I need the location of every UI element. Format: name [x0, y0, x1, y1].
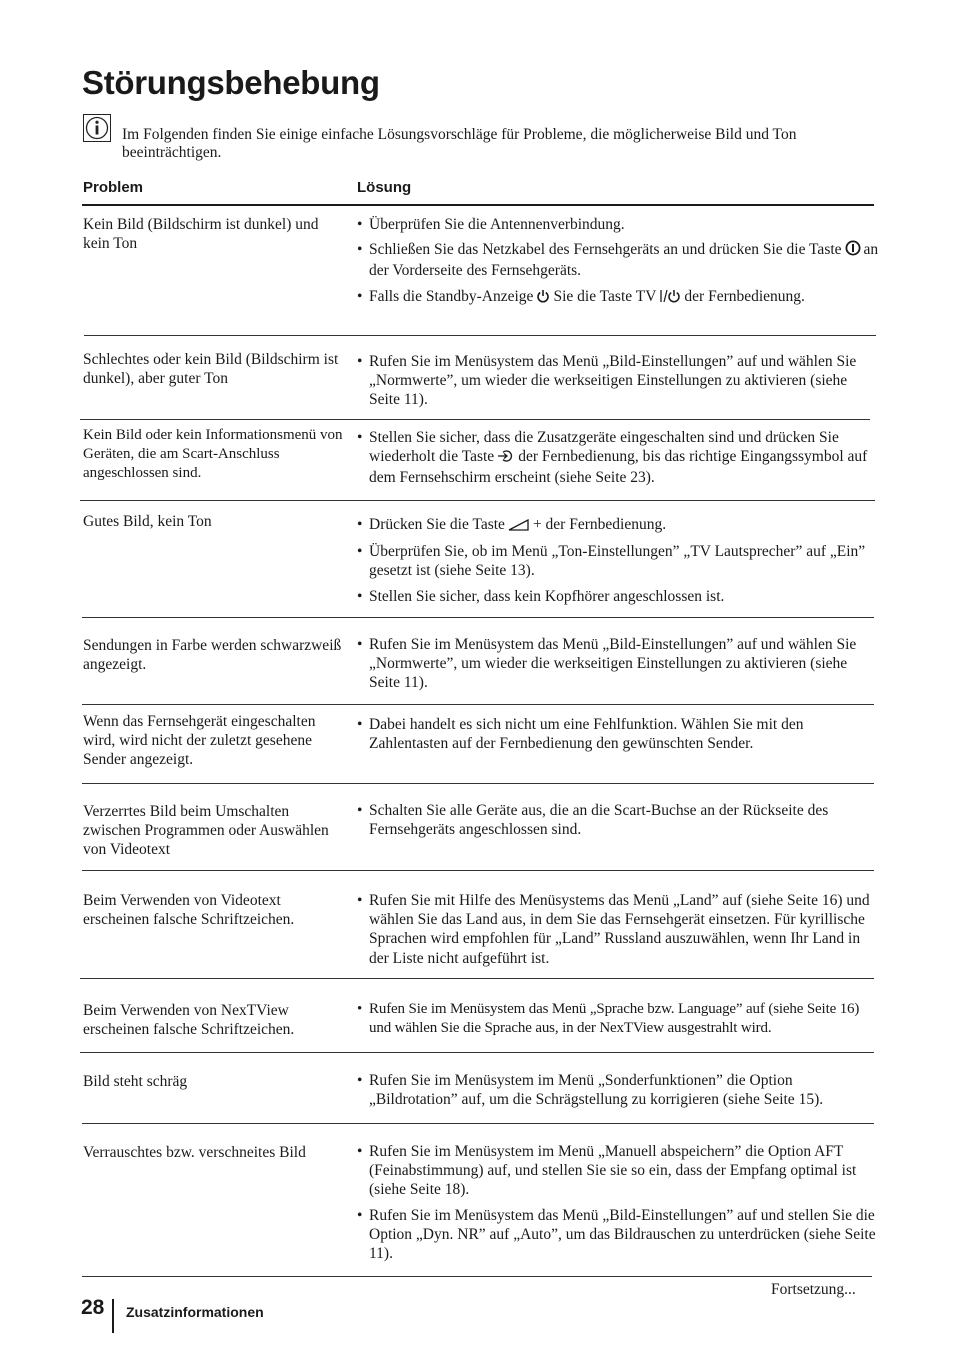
- solution-item: • Rufen Sie im Menüsystem das Menü „Sprache bzw. Language” auf (siehe Seite 16) und wählen Sie die Sprache aus, in der NexTView ausgestrahlt wird.: [357, 1000, 879, 1038]
- solution-item: • Rufen Sie im Menüsystem das Menü „Bild-Einstellungen” auf und stellen Sie die Option „Dyn. NR” auf „Auto”, um das Bildrauschen zu unterdrücken (siehe Seite 11).: [357, 1206, 879, 1264]
- solution-item: • Überprüfen Sie, ob im Menü „Ton-Einstellungen” „TV Lautsprecher” auf „Ein” gesetzt ist (siehe Seite 13).: [357, 542, 879, 580]
- solution-item: • Schalten Sie alle Geräte aus, die an die Scart-Buchse an der Rückseite des Fernsehgeräts angeschlossen sind.: [357, 801, 879, 839]
- solution-text: an der Vorderseite des Fernsehgeräts.: [369, 241, 879, 280]
- page-title: Störungsbehebung: [82, 64, 380, 101]
- solution-item: • Rufen Sie mit Hilfe des Menüsystems das Menü „Land” auf (siehe Seite 16) und wählen Sie das Land aus, in dem Sie das Fernsehgerät einsetzen. Für kyrillische Sprachen wird empfohlen für „Land” Russland auszuwählen, wenn Ihr Land in der Liste nicht aufgeführt ist.: [357, 891, 879, 968]
- solution-item: • Überprüfen Sie die Antennenverbindung.: [357, 215, 879, 234]
- solution-item: [357, 287, 879, 308]
- solution-cell: [357, 1000, 879, 1044]
- solution-item: • Stellen Sie sicher, dass kein Kopfhörer angeschlossen ist.: [357, 587, 879, 606]
- footer-rule: [82, 1276, 872, 1277]
- solution-text: Drücken Sie die Taste: [369, 516, 505, 533]
- standby-icon: [536, 289, 550, 308]
- row-divider: [82, 1123, 874, 1124]
- row-divider: [80, 419, 870, 420]
- row-divider: [80, 978, 874, 979]
- row-divider: [82, 870, 874, 871]
- row-divider: [82, 704, 874, 705]
- page-number: 28: [81, 1296, 105, 1319]
- table-header-rule: [82, 204, 874, 206]
- solution-text: der Fernbedienung.: [684, 287, 805, 305]
- info-icon: [83, 114, 111, 142]
- solution-cell: [357, 428, 879, 494]
- section-label: Zusatzinformationen: [126, 1304, 264, 1320]
- intro-text: Im Folgenden finden Sie einige einfache Lösungsvorschläge für Probleme, die möglicherweise Bild und Ton beeinträchtigen.: [122, 126, 797, 161]
- solution-text: Sie die Taste TV: [553, 287, 657, 305]
- continued-label: Fortsetzung...: [771, 1281, 856, 1298]
- problem-cell: Verrauschtes bzw. verschneites Bild: [83, 1144, 306, 1161]
- page-divider: [112, 1299, 114, 1333]
- problem-cell: Wenn das Fernsehgerät eingeschalten wird, wird nicht der zuletzt gesehene Sender angezeigt.: [83, 713, 316, 769]
- solution-text: Stellen Sie sicher, dass die Zusatzgeräte eingeschalten sind und drücken Sie wiederholt die Taste: [369, 429, 839, 466]
- solution-item: [357, 515, 879, 536]
- solution-cell: [357, 1071, 879, 1115]
- problem-cell: Verzerrtes Bild beim Umschalten zwischen Programmen oder Auswählen von Videotext: [83, 803, 329, 859]
- problem-cell: Beim Verwenden von NexTView erscheinen falsche Schriftzeichen.: [83, 1002, 295, 1039]
- tv-standby-icon: [659, 289, 681, 308]
- solution-item: [357, 240, 879, 280]
- row-divider: [80, 500, 875, 501]
- solution-cell: [357, 891, 879, 974]
- solution-item: • Rufen Sie im Menüsystem das Menü „Bild-Einstellungen” auf und wählen Sie „Normwerte”, um wieder die werkseitigen Einstellungen zu aktivieren (siehe Seite 11).: [357, 352, 879, 410]
- solution-item: • Rufen Sie im Menüsystem das Menü „Bild-Einstellungen” auf und wählen Sie „Normwerte”, um wieder die werkseitigen Einstellungen zu aktivieren (siehe Seite 11).: [357, 635, 879, 693]
- solution-text: der Fernbedienung, bis das richtige Eingangssymbol auf dem Fernsehschirm erscheint (siehe Seite 23).: [369, 448, 868, 487]
- solution-item: [357, 428, 879, 488]
- solution-cell: [357, 801, 879, 845]
- row-divider: [84, 335, 876, 336]
- solution-text: + der Fernbedienung.: [532, 516, 667, 533]
- problem-cell: Sendungen in Farbe werden schwarzweiß angezeigt.: [83, 637, 342, 674]
- solution-cell: [357, 715, 879, 759]
- solution-item: • Rufen Sie im Menüsystem im Menü „Sonderfunktionen” die Option „Bildrotation” auf, um die Schrägstellung zu korrigieren (siehe Seite 15).: [357, 1071, 879, 1109]
- row-divider: [82, 617, 874, 618]
- solution-cell: [357, 215, 879, 314]
- problem-cell: Gutes Bild, kein Ton: [83, 513, 212, 530]
- solution-cell: [357, 635, 879, 699]
- solution-cell: [357, 1142, 879, 1269]
- problem-cell: Schlechtes oder kein Bild (Bildschirm ist dunkel), aber guter Ton: [83, 351, 339, 388]
- problem-cell: Beim Verwenden von Videotext erscheinen falsche Schriftzeichen.: [83, 892, 295, 929]
- solution-cell: [357, 352, 879, 416]
- input-select-icon: [497, 449, 515, 468]
- volume-icon: [508, 517, 530, 536]
- solution-text: Schließen Sie das Netzkabel des Fernsehgeräts an und drücken Sie die Taste: [369, 241, 842, 259]
- power-button-icon: [845, 240, 861, 261]
- solution-item: • Dabei handelt es sich nicht um eine Fehlfunktion. Wählen Sie mit den Zahlentasten auf der Fernbedienung den gewünschten Sender.: [357, 715, 879, 753]
- column-header-loesung: Lösung: [357, 179, 412, 196]
- row-divider: [80, 1052, 874, 1053]
- solution-text: Falls die Standby-Anzeige: [369, 287, 534, 305]
- problem-cell: Kein Bild oder kein Informationsmenü von Geräten, die am Scart-Anschluss angeschlossen sind.: [83, 427, 343, 482]
- problem-cell: Kein Bild (Bildschirm ist dunkel) und kein Ton: [83, 216, 319, 253]
- solution-item: • Rufen Sie im Menüsystem im Menü „Manuell abspeichern” die Option AFT (Feinabstimmung) auf, und stellen Sie sie so ein, dass der Empfang optimal ist (siehe Seite 18).: [357, 1142, 879, 1200]
- row-divider: [82, 783, 874, 784]
- problem-cell: Bild steht schräg: [83, 1073, 188, 1090]
- solution-cell: [357, 515, 879, 612]
- column-header-problem: Problem: [83, 179, 144, 196]
